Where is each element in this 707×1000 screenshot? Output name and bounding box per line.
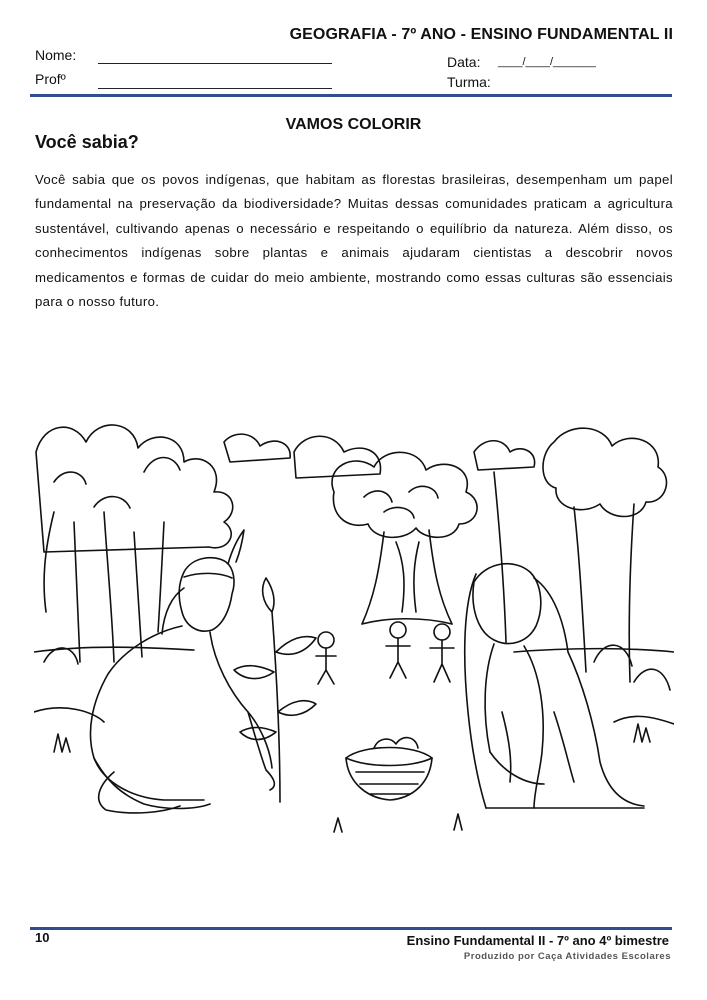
teacher-line[interactable] xyxy=(98,88,332,89)
activity-subtitle: VAMOS COLORIR xyxy=(285,116,422,133)
date-label: Data: xyxy=(447,54,481,70)
footer-credit: Produzido por Caça Atividades Escolares xyxy=(463,951,671,962)
info-paragraph: Você sabia que os povos indígenas, que habitam as florestas brasileiras, desempenham um papel fundamental na preservação da biodiversidade? Muitas dessas comunidades praticam a agricultura sustentável, cultivando apenas o necessário e respeitando o equilíbrio da natureza. Além disso, os conhecimentos indígenas sobre plantas e animais ajudaram cientistas a descobrir novos medicamentos e formas de cuidar do meio ambiente, mostrando como essas culturas são essenciais para o nosso futuro. xyxy=(35,172,673,310)
name-label: Nome: xyxy=(35,47,77,63)
footer-title: Ensino Fundamental II - 7º ano 4º bimestre xyxy=(406,933,669,948)
document-title: GEOGRAFIA - 7º ANO - ENSINO FUNDAMENTAL II xyxy=(289,26,673,43)
footer-divider xyxy=(30,927,672,930)
class-label: Turma: xyxy=(447,74,491,90)
header-divider xyxy=(30,94,672,97)
teacher-label: Profº xyxy=(35,71,66,87)
section-title: Você sabia? xyxy=(35,132,139,152)
date-blank[interactable]: ____/____/_______ xyxy=(498,56,596,68)
name-line[interactable] xyxy=(98,63,332,64)
page-number: 10 xyxy=(35,930,50,945)
coloring-illustration xyxy=(34,412,674,844)
